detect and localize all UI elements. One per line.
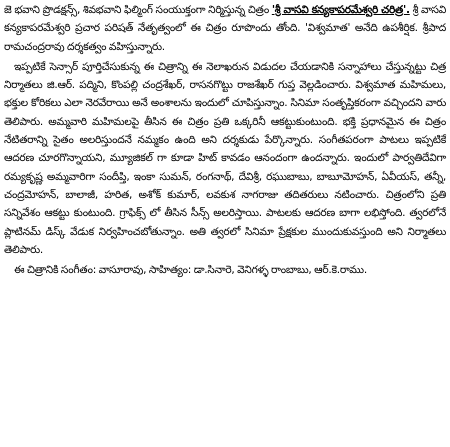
paragraph-intro: [4, 1, 446, 56]
intro-rest-text: శ్రీ వాసవి కన్యకాపరమేశ్వరి ప్రచార పరిషత్ నేతృత్వంలో ఈ చిత్రం రూపొందు తోంది. 'విశ్వమాత' అనేది ఉపశీర్షిక. శ్రీపాద రామచంద్రరావు దర్శకత్వం వహిస్తున్నారు.: [4, 4, 446, 53]
paragraph-credits: ఈ చిత్రానికి సంగీతం: వాసూరావు, సాహిత్యం: డా.సినారె, వెనిగళ్ళ రాంబాబు, ఆర్.కె.రాము.: [14, 264, 367, 277]
intro-text: జె భవాని ప్రొడక్షన్స్, శివభవాని ఫిల్మింగ్ సంయుక్తంగా నిర్మిస్తున్న చిత్రం: [4, 4, 272, 16]
paragraph-main: ఇప్పటికే సెన్సార్ పూర్తిచేసుకున్న ఈ చిత్రాన్ని ఈ నెలాఖరున విడుదల చేయడానికి సన్నాహాలు చేస్తున్నట్టు చిత్ర నిర్మాతలు జి.ఆర్. పద్మిని, కొంపల్లి చంద్రశేఖర్, రాసనగొట్టు రాజశేఖర్ గుప్త వెల్లడించారు. విశ్వమాత మహిమలు, భక్తుల కోరికలు ఎలా నెరవేరాయి అనే అంశాలను ఇందులో చూపిస్తున్నాం. సినిమా సంతృప్తికరంగా వచ్చిందని వారు తెలిపారు. అమ్మవారి మహిమలపై తీసిన ఈ చిత్రం ప్రతి ఒక్కరినీ ఆకట్టుకుంటుంది. భక్తి ప్రధానమైన ఈ చిత్రం నేటితరాన్ని సైతం అలరిస్తుందనే నమ్మకం ఉంది అని దర్శకుడు పేర్కొన్నారు. సంగీతపరంగా పాటలు ఇప్పటికే ఆదరణ చూరగొన్నాయని, మ్యూజికల్ గా కూడా హిట్ కావడం ఆనందంగా ఉందన్నారు. ఇందులో పార్వతిదేవిగా రమ్యకృష్ణ అమ్మవారిగా సందీప్తి, ఇంకా సుమన్, రంగనాథ్, దేవిశ్రీ, రఘుబాబు, బాబూమోహన్, ఏవీయస్, తన్నీ, చంద్రమోహన్, బాలాజీ, హరిత, అశోక్ కుమార్, లవకుశ నాగరాజు తదితరులు నటించారు. చిత్రంలోని ప్రతి సన్నివేశం ఆకట్టు కుంటుంది. గ్రాఫిక్స్ లో తీసిన సీన్స్ అలరిస్తాయి. పాటలకు ఆదరణ బాగా లభిస్తోంది. త్వరలోనే ప్లాటినమ్ డిస్క్ వేడుక నిర్వహించబోతున్నాం. అతి త్వరలో సినిమా ప్రేక్షకుల ముందుకువస్తుంది అని నిర్మాతలు తెలిపారు.: [4, 60, 446, 256]
film-title: 'శ్రీ వాసవి కన్యకాపరమేశ్వరి చరిత్ర'.: [271, 4, 410, 16]
article-body: [4, 1, 446, 279]
